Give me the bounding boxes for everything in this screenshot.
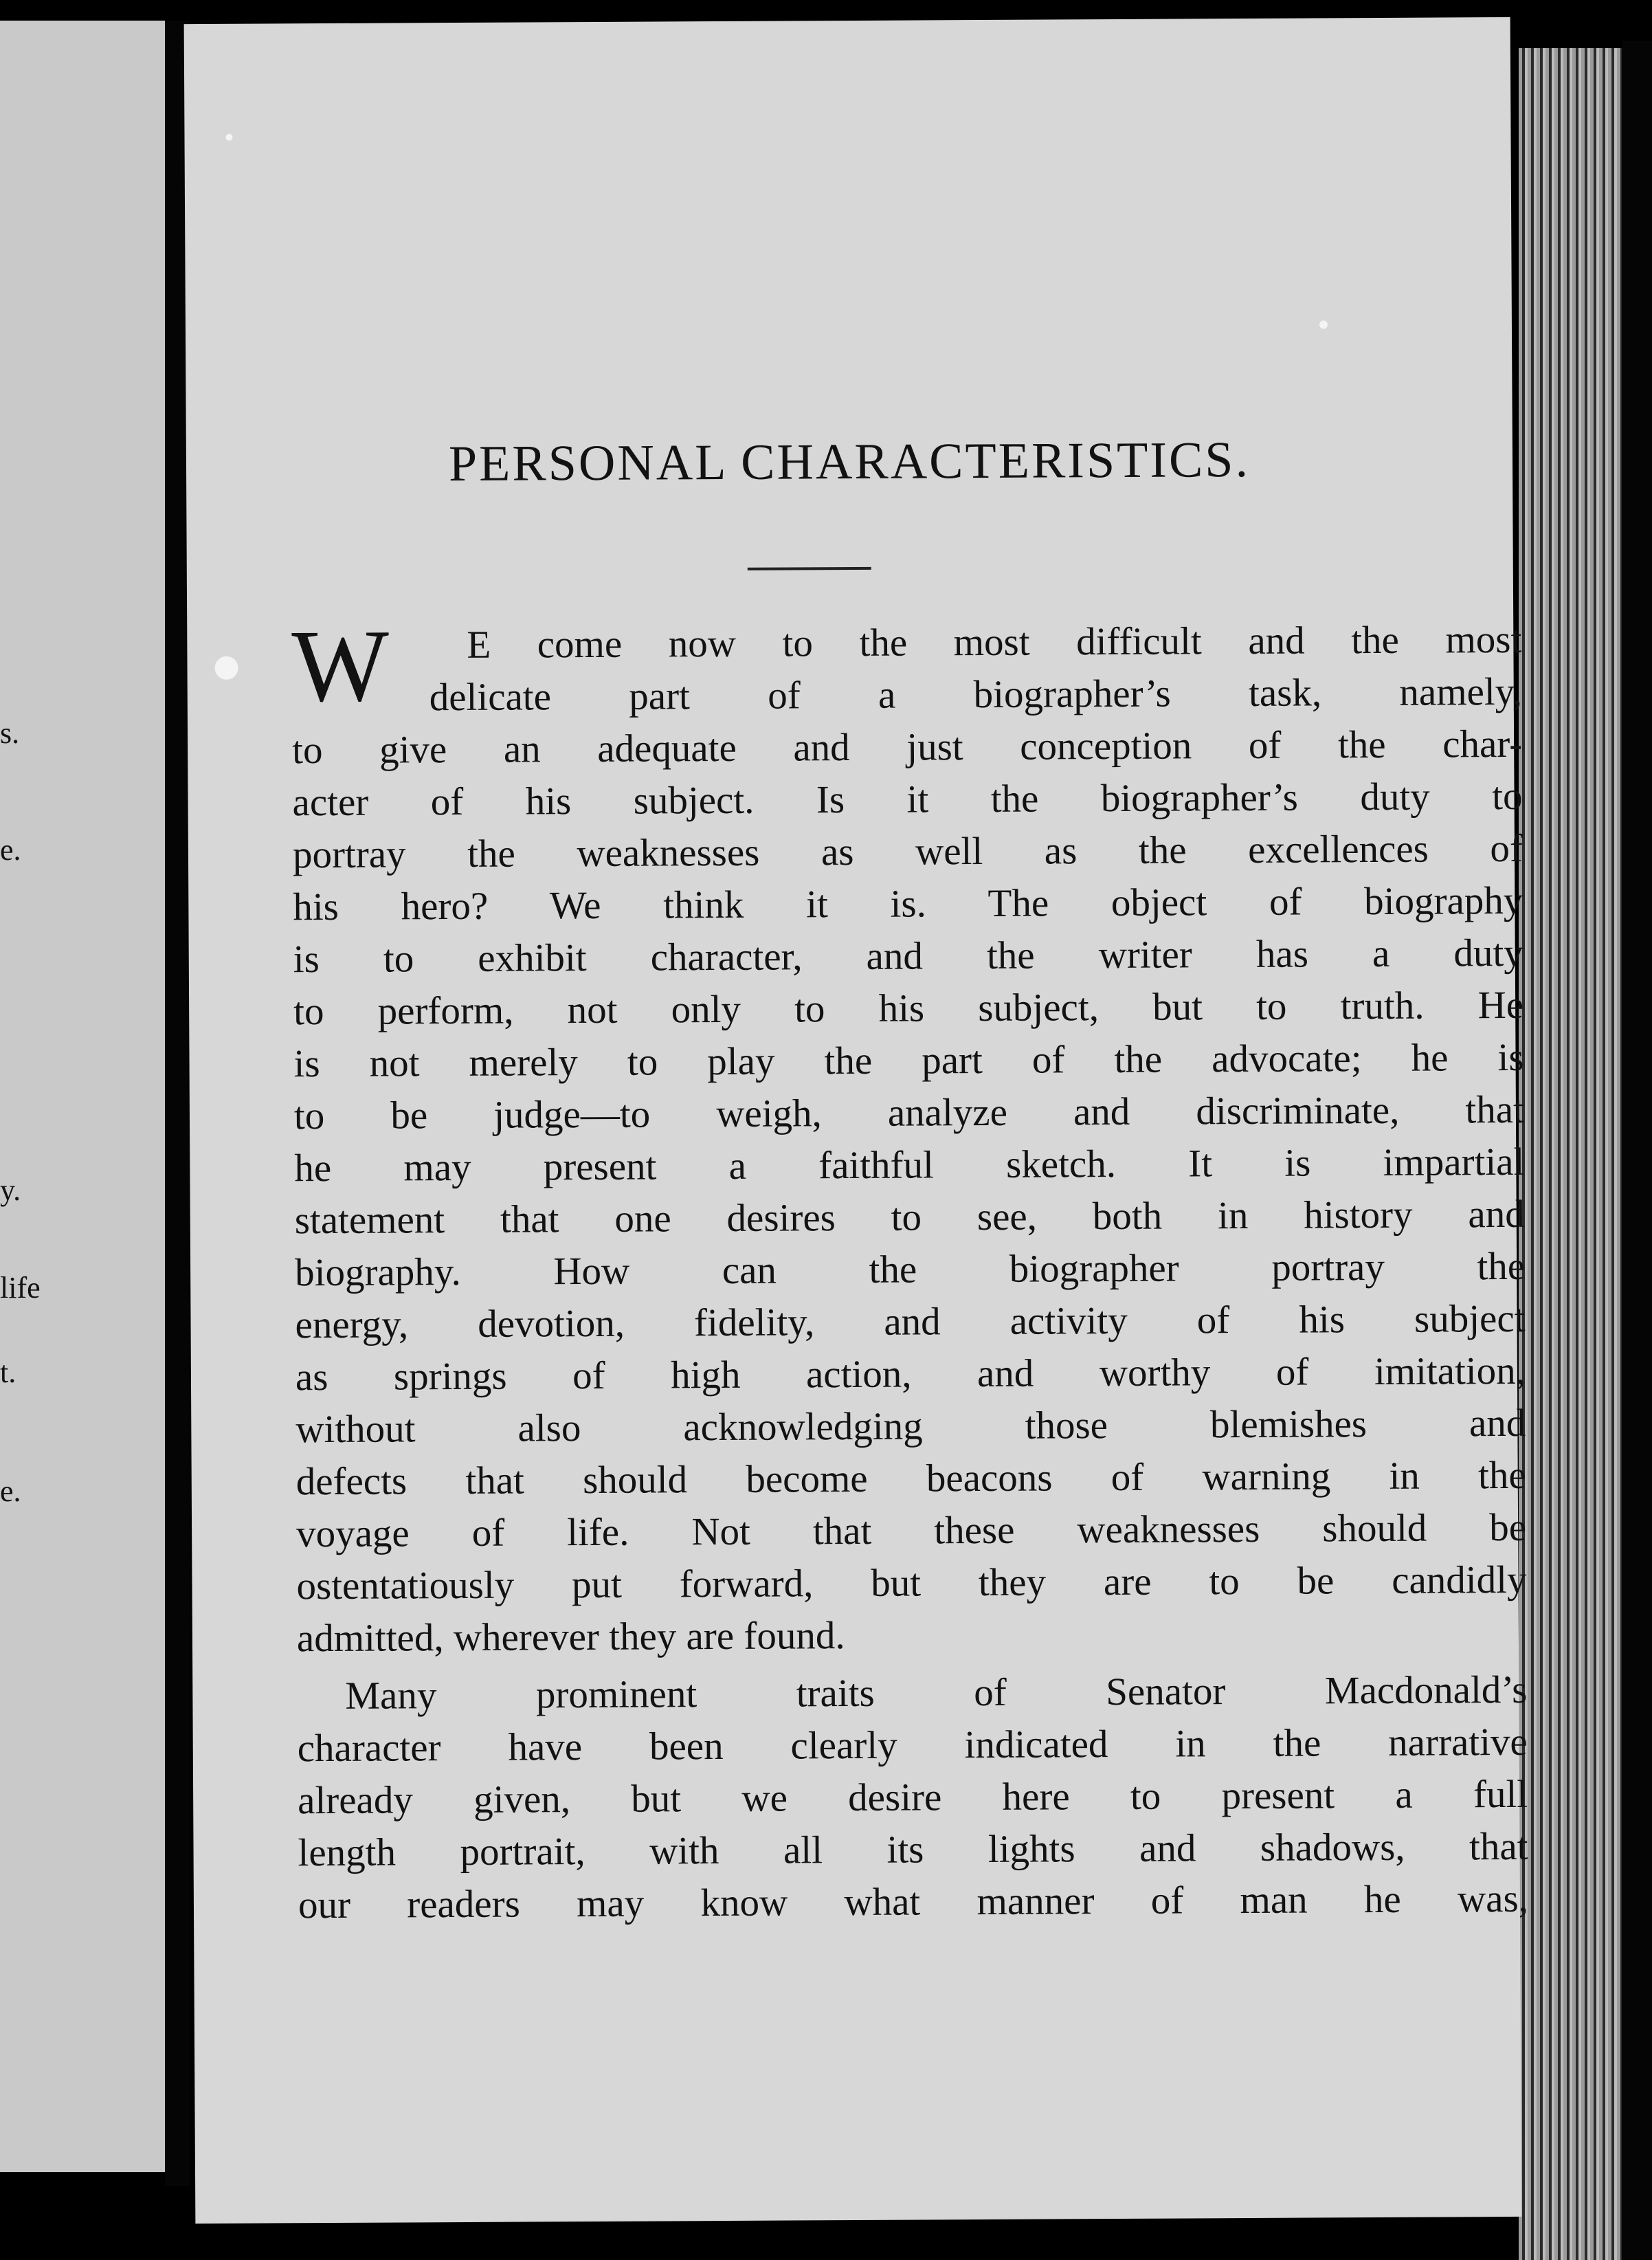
text-line: acter of his subject. Is it the biographer’s duty to bbox=[292, 774, 1523, 825]
paper-speck bbox=[1319, 320, 1328, 329]
paragraph-1 bbox=[291, 608, 1527, 1665]
text-line: as springs of high action, and worthy of imitation, bbox=[295, 1349, 1526, 1399]
text-line: defects that should become beacons of warning in the bbox=[295, 1453, 1526, 1504]
title-rule bbox=[748, 567, 871, 570]
text-line: energy, devotion, fidelity, and activity of his subject bbox=[295, 1296, 1526, 1347]
page-edge-shadow bbox=[1622, 41, 1652, 2260]
text-line: Many prominent traits of Senator Macdonald’s bbox=[345, 1668, 1528, 1718]
left-margin-fragment: y. bbox=[0, 1173, 21, 1207]
body-text bbox=[291, 608, 1529, 1931]
paper-speck bbox=[214, 656, 238, 680]
left-margin-fragment: t. bbox=[0, 1355, 16, 1389]
paragraph-2 bbox=[297, 1664, 1528, 1931]
paper-speck bbox=[225, 134, 232, 141]
text-line: is to exhibit character, and the writer has a duty bbox=[293, 931, 1523, 982]
text-line: to give an adequate and just conception of the char- bbox=[292, 722, 1523, 773]
text-line: to perform, not only to his subject, but to truth. He bbox=[293, 983, 1524, 1034]
left-margin-fragment: e. bbox=[0, 833, 21, 867]
text-line: his hero? We think it is. The object of biography bbox=[293, 878, 1523, 929]
text-line: our readers may know what manner of man he was, bbox=[298, 1876, 1529, 1927]
text-line: admitted, wherever they are found. bbox=[296, 1614, 845, 1661]
text-line: to be judge—to weigh, analyze and discriminate, that bbox=[293, 1087, 1525, 1138]
text-line: character have been clearly indicated in the narrative bbox=[297, 1720, 1528, 1771]
text-line: delicate part of a biographer’s task, namely, bbox=[429, 669, 1522, 720]
page-edge-stack bbox=[1519, 48, 1622, 2260]
text-line: already given, but we desire here to present a full bbox=[298, 1772, 1528, 1823]
left-facing-page bbox=[0, 21, 165, 2172]
text-line: length portrait, with all its lights and shadows, that bbox=[298, 1824, 1528, 1875]
left-margin-fragment: life bbox=[0, 1271, 41, 1305]
text-line: voyage of life. Not that these weaknesses should be bbox=[295, 1505, 1527, 1556]
page-title: PERSONAL CHARACTERISTICS. bbox=[448, 431, 1251, 493]
text-line: biography. How can the biographer portray the bbox=[294, 1244, 1526, 1295]
text-line: ostentatiously put forward, but they are to be candidly bbox=[296, 1558, 1527, 1608]
left-margin-fragment: s. bbox=[0, 716, 20, 750]
text-line: is not merely to play the part of the advocate; he is bbox=[293, 1035, 1524, 1086]
text-line: he may present a faithful sketch. It is impartial bbox=[294, 1140, 1525, 1190]
book-page bbox=[184, 17, 1529, 2224]
text-line: without also acknowledging those blemishes and bbox=[295, 1401, 1526, 1452]
text-line: portray the weaknesses as well as the excellences of bbox=[292, 826, 1523, 877]
text-line: E come now to the most difficult and the most bbox=[467, 617, 1522, 667]
left-margin-fragment: e. bbox=[0, 1474, 21, 1508]
text-line: statement that one desires to see, both in history and bbox=[294, 1192, 1525, 1243]
drop-cap: W bbox=[291, 608, 390, 724]
